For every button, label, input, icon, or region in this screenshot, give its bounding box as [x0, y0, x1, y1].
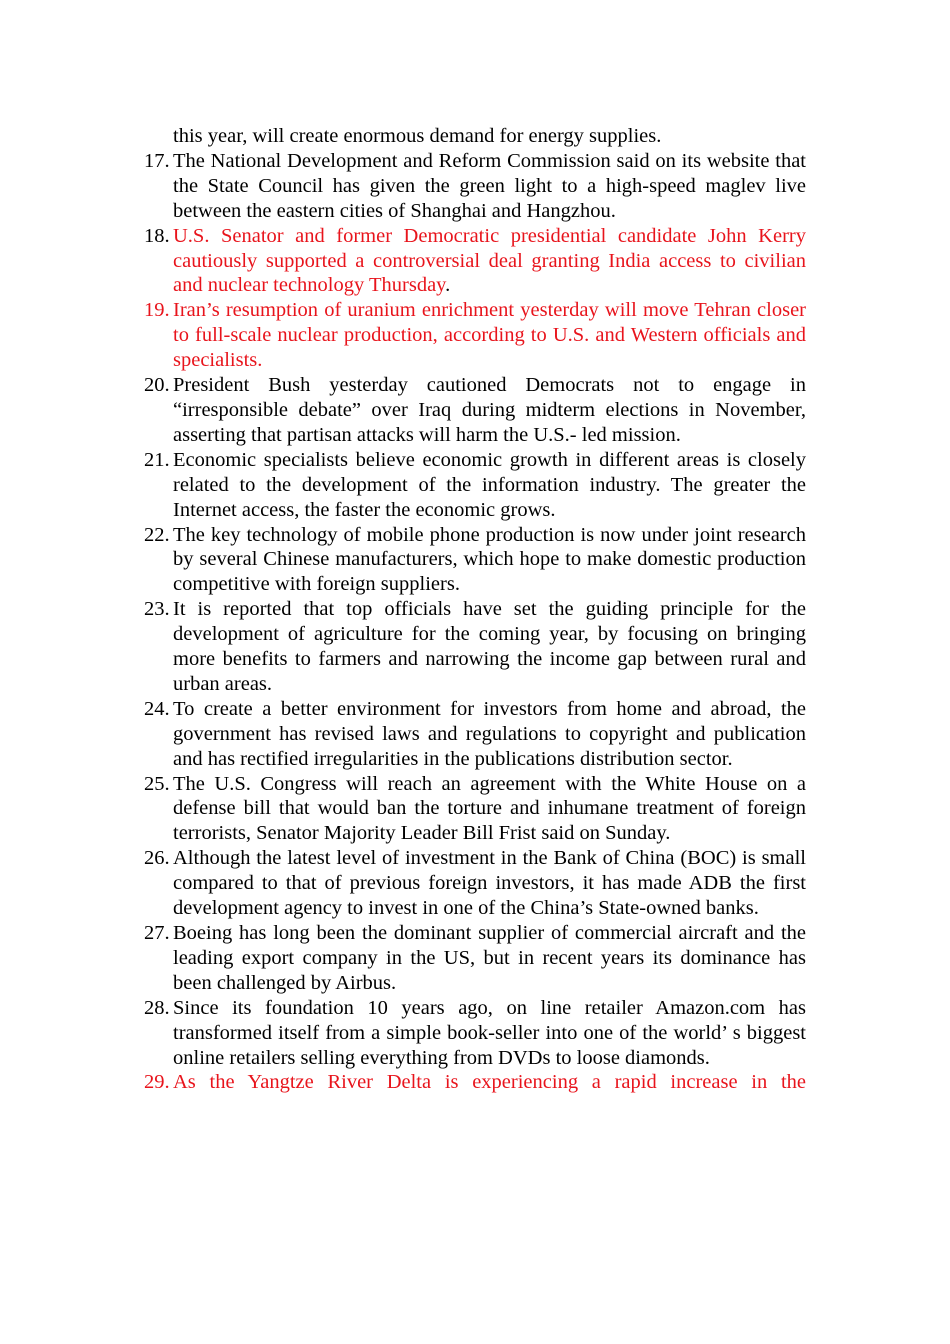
item-number: 19.	[144, 299, 170, 322]
item-text: The key technology of mobile phone production is now under joint research by several Chinese manufacturers, which hope to make domestic production competitive with foreign suppliers.	[173, 523, 806, 596]
item-number: 20.	[144, 374, 170, 397]
list-item	[144, 597, 806, 697]
item-number: 28.	[144, 996, 170, 1019]
item-number: 27.	[144, 922, 170, 944]
item-text: As the Yangtze River Delta is experiencing a rapid increase in the	[173, 1071, 806, 1094]
item-suffix: .	[445, 274, 451, 297]
list-item	[144, 298, 806, 373]
item-number: 18.	[144, 224, 170, 247]
item-text: Since its foundation 10 years ago, on line retailer Amazon.com has transformed itself from a simple book-seller into one of the world’ s biggest online retailers selling everything from DVDs to loose diamonds.	[173, 996, 806, 1069]
list-item	[144, 996, 806, 1071]
item-number: 29.	[144, 1071, 170, 1094]
list-item	[144, 149, 806, 224]
item-number: 21.	[144, 448, 170, 471]
item-text: President Bush yesterday cautioned Democrats not to engage in “irresponsible debate” over Iraq during midterm elections in November, asserting that partisan attacks will harm the U.S.- led mission.	[173, 374, 806, 446]
numbered-list	[144, 124, 806, 1095]
item-number: 26.	[144, 847, 170, 870]
list-item	[144, 846, 806, 921]
list-item	[144, 523, 806, 598]
item-number: 17.	[144, 149, 170, 172]
item-text: Although the latest level of investment in the Bank of China (BOC) is small compared to that of previous foreign investors, it has made ADB the first development agency to invest in one of the China’s State-owned banks.	[173, 847, 806, 920]
item-text: The National Development and Reform Commission said on its website that the State Council has given the green light to a high-speed maglev live between the eastern cities of Shanghai and Hangzhou.	[173, 149, 806, 222]
list-item	[144, 373, 806, 448]
list-item	[144, 448, 806, 523]
item-text: To create a better environment for investors from home and abroad, the government has revised laws and regulations to copyright and publication and has rectified irregularities in the publications distribution sector.	[173, 697, 806, 770]
list-item	[144, 697, 806, 772]
item-text: The U.S. Congress will reach an agreement with the White House on a defense bill that would ban the torture and inhumane treatment of foreign terrorists, Senator Majority Leader Bill Frist said on Sunday.	[173, 772, 806, 845]
continuation-text: this year, will create enormous demand for energy supplies.	[173, 125, 662, 147]
item-text: Economic specialists believe economic growth in different areas is closely related to the development of the information industry. The greater the Internet access, the faster the economic grows.	[173, 448, 806, 521]
list-item	[144, 921, 806, 996]
item-text: U.S. Senator and former Democratic presidential candidate John Kerry cautiously supported a controversial deal granting India access to civilian and nuclear technology Thursday	[173, 224, 806, 297]
list-items	[144, 149, 806, 1095]
item-number: 22.	[144, 523, 170, 546]
item-text: Boeing has long been the dominant supplier of commercial aircraft and the leading export company in the US, but in recent years its dominance has been challenged by Airbus.	[173, 922, 806, 994]
item-number: 24.	[144, 697, 170, 720]
list-item	[144, 1070, 806, 1095]
item-number: 23.	[144, 598, 170, 621]
item-text: Iran’s resumption of uranium enrichment yesterday will move Tehran closer to full-scale nuclear production, according to U.S. and Western officials and specialists.	[173, 299, 806, 372]
list-item	[144, 224, 806, 299]
item-number: 25.	[144, 772, 170, 795]
item-text: It is reported that top officials have set the guiding principle for the development of agriculture for the coming year, by focusing on bringing more benefits to farmers and narrowing the income gap between rural and urban areas.	[173, 598, 806, 695]
list-item	[144, 772, 806, 847]
